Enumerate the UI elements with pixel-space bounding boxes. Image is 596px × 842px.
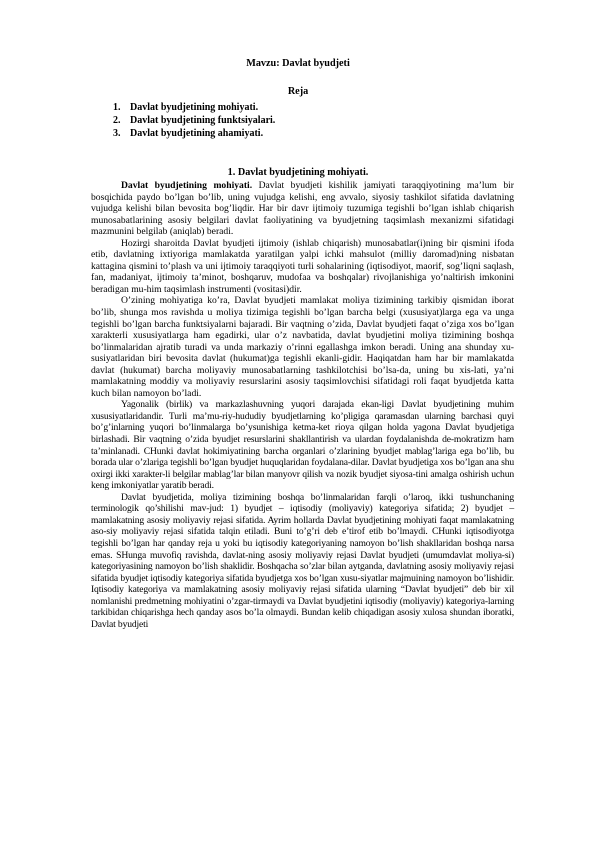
- section-heading: 1. Davlat byudjetining mohiyati.: [227, 167, 369, 178]
- paragraph-text: Davlat byudjeti kishilik jamiyati taraqqiyotining ma’lum bir bosqichida paydo bo’lgan bo’lib, uning vujudga kelishi, eng avvalo, siyosiy tashkilot sifatida davlatning vujudga kelishi bilan bevosita bog’liqdir. Har bir davr ijtimoiy tuzumiga tegishli bo’lgan ishlab chiqarish munosabatlarining asosiy belgilari davlat faoliyatining va byudjetning taqsimlash mexanizmi sifatidagi mazmunini belgilab (aniqlab) beradi.: [91, 180, 514, 238]
- document-title: Mavzu: Davlat byudjeti: [246, 58, 350, 69]
- paragraph-lead: Davlat byudjetining mohiyati.: [121, 180, 253, 191]
- paragraph-text: Hozirgi sharoitda Davlat byudjeti ijtimoiy (ishlab chiqarish) munosabatlar(i)ning bir qismini ifoda etib, davlatning ixtiyoriga mamlakatda yaratilgan yalpi ichki mahsulot (milliy daromad)ning nisbatan kattagina qismini to’plash va uni ijtimoiy taraqqiyoti turli sohalarining (iqtisodiyot, maorif, sog’liqni saqlash, fan, madaniyat, ijtimoiy ta’minot, boshqaruv, mudofaa va boshqalar) rivojlanishiga yo’naltirish imkonini beradigan mu-him taqsimlash instrumenti (vositasi)dir.: [91, 237, 514, 295]
- plan-item-number: 3.: [113, 128, 121, 140]
- paragraph: [91, 492, 514, 631]
- plan-item: [113, 114, 276, 127]
- plan-heading: Reja: [287, 86, 309, 97]
- paragraph-text: Yagonalik (birlik) va markazlashuvning yuqori darajada ekan-ligi Davlat byudjetining muhim xususiyatlaridandir. Turli ma’mu-riy-hududiy byudjetlarning ko’pligiga qaramasdan ularning barchasi quyi bo’g’inlarning yuqori bo’linmalarga bo’ysunishiga ketma-ket rioya qilgan holda yagona Davlat byudjetiga birlashadi. Bir vaqtning o’zida byudjet resurslarini shakllantirish va ulardan foydalanishda de-mokratizm ham ta’minlanadi. CHunki davlat hokimiyatining barcha organlari o’zlarining byudjet mablag’lariga ega bo’lib, bu borada ular o’zlariga tegishli bo’lgan byudjet huquqlaridan foydalana-dilar. Davlat byudjetiga xos bo’lgan ana shu oxirgi ikki xarakter-li belgilar mablag’lar bilan manyovr qilish va nozik byudjet siyosa-tini amalga oshirish uchun keng imkoniyatlar yaratib beradi.: [91, 399, 514, 492]
- paragraph: [91, 295, 514, 399]
- plan-item: [113, 127, 275, 140]
- paragraph-text: O’zining mohiyatiga ko’ra, Davlat byudjeti mamlakat moliya tizimining tarkibiy qismidan iborat bo’lib, shunga mos ravishda u moliya tizimiga tegishli bo’lgan barcha belgi (xususiyat)larga ega va unga tegishli bo’lgan barcha funktsiyalarni bajaradi. Bir vaqtning o’zida, Davlat byudjeti faqat o’ziga xos bo’lgan xarakterli xususiyatlarga ham egadirki, ular o’z navbatida, davlat byudjetini moliya tizimining boshqa bo’linmalaridan ajratib turadi va unda markaziy o’rinni egallashga imkon beradi. Uning ana shunday xu-susiyatlaridan biri bevosita davlat (hukumat)ga tegishli ekanli-gidir. Haqiqatdan ham har bir mamlakatda davlat (hukumat) barcha moliyaviy munosabatlarning tashkilotchisi bo’lsa-da, uning bu xis-lati, ya’ni mamlakatning moddiy va moliyaviy resurslarini asosiy taqsimlovchisi sifatidagi roli faqat byudjetda katta kuch bilan namoyon bo’ladi.: [91, 295, 514, 399]
- plan-item-number: 1.: [113, 102, 121, 113]
- plan-item-text: Davlat byudjetining funktsiyalari.: [130, 115, 276, 127]
- plan-item: [113, 101, 275, 114]
- plan-item-number: 2.: [113, 115, 121, 127]
- body-text: [91, 180, 514, 630]
- plan-item-text: Davlat byudjetining mohiyati.: [130, 102, 259, 113]
- plan-item-text: Davlat byudjetining ahamiyati.: [130, 128, 264, 140]
- paragraph-text: Davlat byudjetida, moliya tizimining boshqa bo’linmalaridan farqli o’laroq, ikki tushunchaning terminologik qo’shilishi mav-jud: 1) byudjet – iqtisodiy (moliyaviy) kategoriya sifatida; 2) byudjet – mamlakatning asosiy moliyaviy rejasi sifatida. Ayrim hollarda Davlat byudjetining mohiyati faqat mamlakatning aso-siy moliyaviy rejasi sifatida talqin etiladi. Buni to’g’ri deb e’tirof etib bo’lmaydi. CHunki iqtisodiyotga tegishli bo’lgan har qanday reja u yoki bu iqtisodiy kategoriyaning namoyon bo’lish shakllaridan boshqa narsa emas. SHunga muvofiq ravishda, davlat-ning asosiy moliyaviy rejasi Davlat byudjeti (umumdavlat moliya-si) kategoriyasining namoyon bo’lish shaklidir. Boshqacha so’zlar bilan aytganda, davlatning asosiy moliyaviy rejasi sifatida byudjet iqtisodiy kategoriya sifatida byudjetga xos bo’lgan xusu-siyatlar majmuining namoyon bo’lishidir. Iqtisodiy kategoriya va mamlakatning asosiy moliyaviy rejasi sifatida ularning “Davlat byudjeti” deb bir xil nomlanishi predmetning mohiyatini o’zgar-tirmaydi va Davlat byudjetini iqtisodiy (moliyaviy) kategoriya-larning tarkibidan chiqarishga hech qanday asos bo’la olmaydi. Bundan kelib chiqadigan asosiy xulosa shundan iboratki, Davlat byudjeti: [91, 491, 514, 630]
- paragraph: [91, 180, 514, 238]
- paragraph: [91, 238, 514, 296]
- plan-list: [113, 101, 276, 141]
- paragraph: [91, 399, 514, 491]
